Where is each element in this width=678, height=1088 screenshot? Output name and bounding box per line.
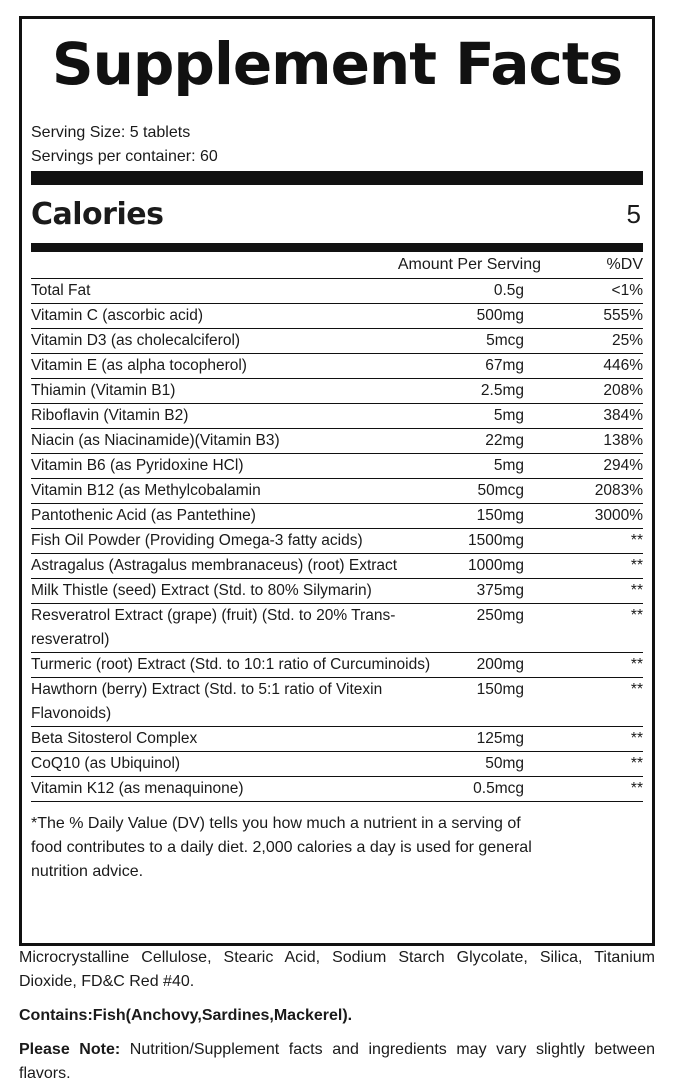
nutrient-amount: 375mg [476, 582, 524, 599]
table-row [31, 752, 643, 777]
table-row [31, 529, 643, 554]
table-row [31, 429, 643, 454]
nutrient-amount: 50mg [485, 755, 524, 772]
nutrient-name: Resveratrol Extract (grape) (fruit) (Std. to 20% Trans-resveratrol) [31, 607, 396, 648]
nutrient-dv: 208% [603, 382, 643, 399]
nutrient-dv: ** [630, 656, 643, 673]
table-row [31, 404, 643, 429]
servings-per-container: Servings per container: 60 [31, 148, 218, 165]
table-row [31, 454, 643, 479]
footnote-section [31, 801, 643, 884]
nutrient-name: Vitamin C (ascorbic acid) [31, 307, 203, 324]
nutrient-dv: ** [630, 557, 643, 574]
serving-info [31, 121, 643, 169]
nutrient-amount: 125mg [476, 730, 524, 747]
nutrient-amount: 0.5mcg [473, 780, 524, 797]
serving-size: Serving Size: 5 tablets [31, 124, 191, 141]
table-row [31, 304, 643, 329]
nutrient-amount: 5mg [493, 457, 524, 474]
nutrient-dv: ** [630, 730, 643, 747]
nutrient-amount: 5mg [493, 407, 524, 424]
nutrient-dv: 25% [611, 332, 643, 349]
nutrient-amount: 22mg [485, 432, 524, 449]
nutrient-name: Turmeric (root) Extract (Std. to 10:1 ratio of Curcuminoids) [31, 656, 431, 673]
table-row [31, 777, 643, 801]
nutrient-dv: ** [630, 532, 643, 549]
nutrient-name: Total Fat [31, 282, 91, 299]
nutrient-amount: 150mg [476, 681, 524, 698]
nutrient-name: Vitamin D3 (as cholecalciferol) [31, 332, 241, 349]
nutrient-dv: ** [630, 681, 643, 698]
nutrient-dv: 555% [603, 307, 643, 324]
nutrient-name: Vitamin B12 (as Methylcobalamin [31, 482, 261, 499]
nutrient-name: Milk Thistle (seed) Extract (Std. to 80% Silymarin) [31, 582, 372, 599]
nutrient-name: Vitamin B6 (as Pyridoxine HCl) [31, 457, 244, 474]
panel-title: Supplement Facts [51, 30, 623, 98]
please-note [19, 1038, 655, 1086]
please-note-text: Nutrition/Supplement facts and ingredients may vary slightly between flavors. [19, 1041, 655, 1082]
column-header [31, 252, 643, 279]
table-row [31, 678, 643, 727]
please-note-label: Please Note: [19, 1041, 121, 1058]
table-row [31, 727, 643, 752]
ingredients-text: Microcrystalline Cellulose, Stearic Acid, Sodium Starch Glycolate, Silica, Titanium Dioxide, FD&C Red #40. [19, 949, 655, 990]
nutrient-dv: 2083% [594, 482, 643, 499]
table-row [31, 504, 643, 529]
allergen-statement: Contains:Fish(Anchovy,Sardines,Mackerel). [19, 1007, 353, 1024]
nutrient-amount: 5mcg [486, 332, 524, 349]
nutrient-name: Riboflavin (Vitamin B2) [31, 407, 189, 424]
dv-footnote: *The % Daily Value (DV) tells you how much a nutrient in a serving of food contributes to a daily diet. 2,000 calories a day is used for general nutrition advice. [31, 815, 532, 880]
nutrient-dv: 138% [603, 432, 643, 449]
table-row [31, 379, 643, 404]
nutrient-amount: 67mg [485, 357, 524, 374]
nutrient-dv: ** [630, 780, 643, 797]
nutrient-dv: ** [630, 582, 643, 599]
nutrient-amount: 250mg [476, 607, 524, 624]
table-row [31, 479, 643, 504]
nutrient-name: Hawthorn (berry) Extract (Std. to 5:1 ratio of Vitexin Flavonoids) [31, 681, 383, 722]
nutrient-dv: 384% [603, 407, 643, 424]
nutrient-name: Pantothenic Acid (as Pantethine) [31, 507, 256, 524]
nutrient-amount: 1500mg [467, 532, 524, 549]
supplement-facts-panel [19, 16, 655, 946]
nutrient-dv: ** [630, 607, 643, 624]
nutrient-amount: 50mcg [477, 482, 524, 499]
table-row [31, 354, 643, 379]
medium-divider [31, 243, 643, 252]
nutrient-dv: 294% [603, 457, 643, 474]
nutrient-name: Astragalus (Astragalus membranaceus) (root) Extract [31, 557, 398, 574]
nutrient-name: Fish Oil Powder (Providing Omega-3 fatty acids) [31, 532, 363, 549]
table-row [31, 554, 643, 579]
nutrient-table [31, 279, 643, 801]
table-row [31, 604, 643, 653]
table-row [31, 579, 643, 604]
table-row [31, 653, 643, 678]
nutrient-name: Beta Sitosterol Complex [31, 730, 198, 747]
nutrient-dv: 446% [603, 357, 643, 374]
nutrient-name: Vitamin E (as alpha tocopherol) [31, 357, 247, 374]
nutrient-amount: 150mg [476, 507, 524, 524]
nutrient-dv: 3000% [594, 507, 643, 524]
nutrient-name: Thiamin (Vitamin B1) [31, 382, 176, 399]
calories-value: 5 [626, 198, 641, 229]
nutrient-name: Vitamin K12 (as menaquinone) [31, 780, 244, 797]
table-row [31, 279, 643, 304]
nutrient-name: Niacin (as Niacinamide)(Vitamin B3) [31, 432, 280, 449]
column-amount-header: Amount Per Serving [397, 256, 541, 273]
nutrient-amount: 1000mg [467, 557, 524, 574]
calories-row [31, 185, 643, 243]
column-dv-header: %DV [606, 256, 643, 273]
nutrient-amount: 2.5mg [480, 382, 524, 399]
thick-divider [31, 171, 643, 185]
nutrient-dv: ** [630, 755, 643, 772]
calories-label: Calories [31, 196, 164, 232]
nutrient-name: CoQ10 (as Ubiquinol) [31, 755, 181, 772]
nutrient-amount: 500mg [476, 307, 524, 324]
table-row [31, 329, 643, 354]
nutrient-dv: <1% [611, 282, 643, 299]
nutrient-amount: 200mg [476, 656, 524, 673]
nutrient-amount: 0.5g [493, 282, 524, 299]
